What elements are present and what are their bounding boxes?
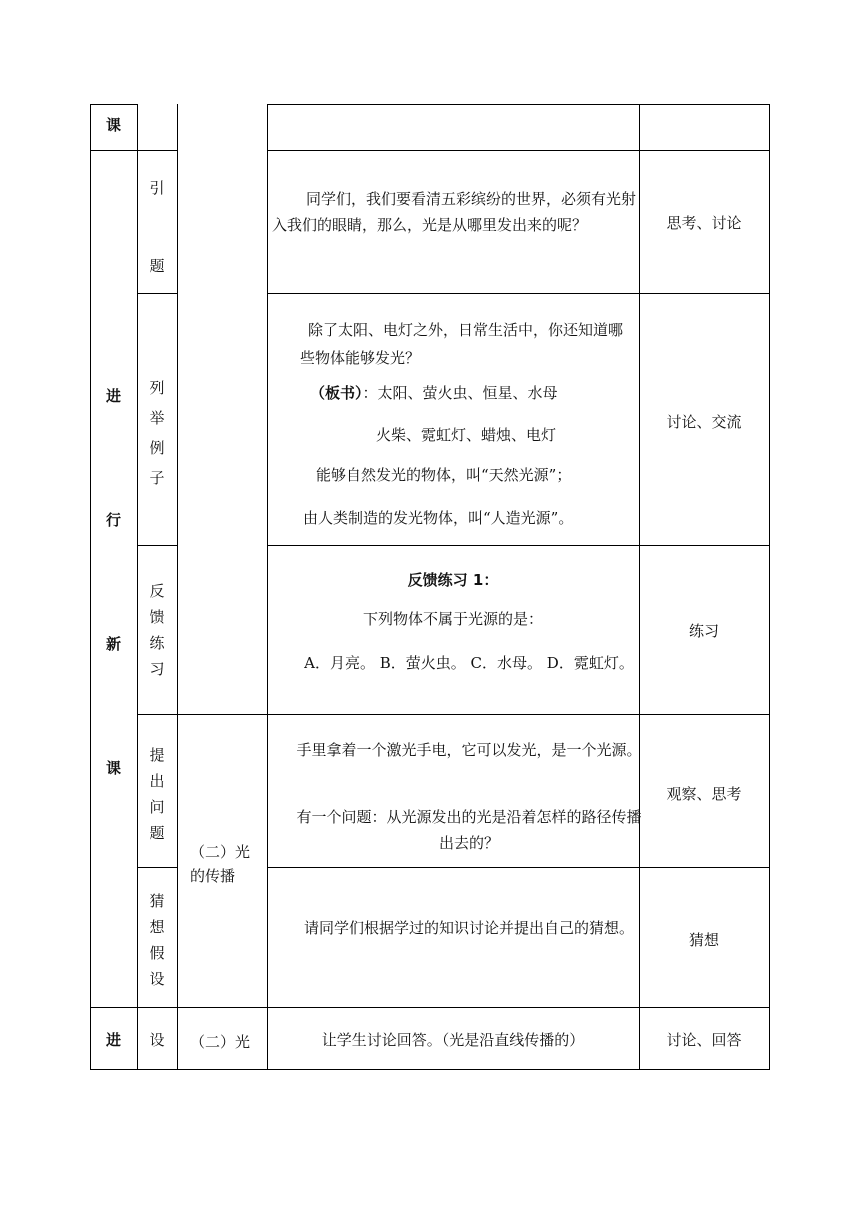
activity-text: 猜想 [688, 931, 719, 949]
stage-label: 进 [105, 387, 121, 405]
rule [267, 545, 770, 546]
rule [267, 104, 770, 105]
activity-text: 讨论、交流 [666, 413, 742, 431]
feedback-title: 反馈练习 1： [407, 571, 499, 589]
rule [769, 104, 770, 1070]
rule [177, 104, 178, 1070]
board-items: 火柴、霓虹灯、蜡烛、电灯 [376, 426, 557, 444]
feedback-options: A．月亮。 B．萤火虫。 C．水母。 D．霓虹灯。 [304, 654, 634, 672]
board-line [310, 383, 558, 403]
rule [90, 104, 137, 105]
board-label: （板书） [310, 384, 363, 402]
step-label-vertical: 猜 想 假 设 [149, 892, 165, 988]
activity-text: 思考、讨论 [666, 214, 742, 232]
bottom-content: 让学生讨论回答。（光是沿直线传播的） [321, 1031, 585, 1049]
board-items: ：太阳、萤火虫、恒星、水母 [362, 384, 558, 402]
rule [137, 867, 177, 868]
activity-text: 观察、思考 [666, 785, 742, 803]
stage-label: 新 [105, 635, 121, 653]
rule [137, 293, 177, 294]
step-label-vertical: 提 出 问 题 [149, 746, 165, 842]
stage-label: 进 [105, 1031, 121, 1049]
section-label: （二）光的传播 [190, 843, 251, 885]
question-text: 手里拿着一个激光手电，它可以发光，是一个光源。 [296, 741, 642, 759]
step-label-vertical: 列 举 例 子 [149, 379, 165, 487]
rule [137, 545, 177, 546]
activity-text: 练习 [688, 622, 719, 640]
intro-text: 同学们，我们要看清五彩缤纷的世界，必须有光射入我们的眼睛，那么，光是从哪里发出来的呢？ [272, 190, 637, 234]
stage-label: 课 [105, 116, 121, 134]
step-label: 引 [149, 179, 165, 197]
rule [267, 150, 770, 151]
question-text: 有一个问题：从光源发出的光是沿着怎样的路径传播出去的？ [296, 808, 642, 852]
examples-question: 除了太阳、电灯之外，日常生活中，你还知道哪些物体能够发光？ [300, 321, 624, 367]
section-label: （二）光 [190, 1033, 251, 1051]
rule [90, 150, 177, 151]
stage-label: 行 [105, 511, 121, 529]
hypothesis-text: 请同学们根据学过的知识讨论并提出自己的猜想。 [303, 919, 634, 937]
rule [267, 293, 770, 294]
rule [90, 1007, 770, 1008]
artificial-source-text: 由人类制造的发光物体，叫“人造光源”。 [303, 509, 574, 527]
rule [137, 104, 138, 1070]
natural-source-text: 能够自然发光的物体，叫“天然光源”； [316, 466, 572, 484]
stage-label: 课 [105, 759, 121, 777]
step-label: 设 [149, 1031, 165, 1049]
rule [90, 1069, 770, 1070]
rule [137, 714, 770, 715]
step-label-vertical: 反 馈 练 习 [149, 582, 165, 678]
rule [90, 104, 91, 1070]
feedback-question: 下列物体不属于光源的是： [362, 610, 543, 628]
step-label: 题 [149, 257, 165, 275]
rule [267, 867, 770, 868]
activity-text: 讨论、回答 [666, 1031, 742, 1049]
